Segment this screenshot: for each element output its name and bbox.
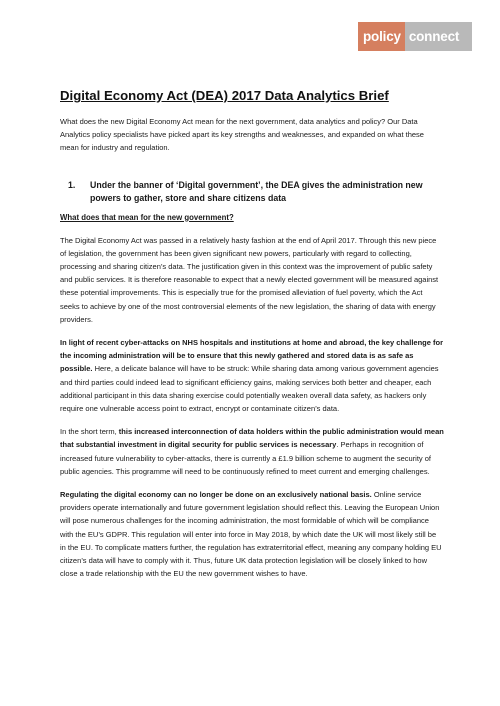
- document-title: Digital Economy Act (DEA) 2017 Data Analytics Brief: [60, 88, 389, 103]
- policy-connect-logo: [358, 22, 472, 51]
- logo-text-connect: connect: [405, 22, 472, 51]
- section-1-heading: [60, 179, 444, 205]
- section-subheading: What does that mean for the new government?: [60, 212, 234, 222]
- paragraph-3-text: . Perhaps in recognition of increased future vulnerability to cyber-attacks, there is currently a £1.9 billion scheme to augment the security of public agencies. This programme will need to be continuously refined to meet current and emerging challenges.: [60, 440, 432, 476]
- paragraph-4-bold: Regulating the digital economy can no longer be done on an exclusively national basis.: [60, 490, 372, 500]
- document-body: [60, 88, 444, 580]
- paragraph-4-text: Online service providers operate internationally and future government legislation should reflect this. Leaving the European Union will pose numerous challenges for the incoming administration, the most formidable of which will be compliance with the EU’s GDPR. This regulation will enter into force in May 2018, by which date the UK will most likely still be in the EU. To complicate matters further, the regulation has extraterritorial effect, meaning any company holding EU citizen’s data will have to comply with it. Thus, future UK data protection legislation will be closely linked to how close a trade relationship with the EU the new government wishes to have.: [60, 490, 442, 579]
- paragraph-4: [60, 488, 444, 580]
- paragraph-3: [60, 425, 444, 478]
- paragraph-2-bold: In light of recent cyber-attacks on NHS hospitals and institutions at home and abroad, the key challenge for the incoming administration will be to ensure that this newly gathered and stored data is as safe as possible.: [60, 338, 443, 374]
- paragraph-1: The Digital Economy Act was passed in a relatively hasty fashion at the end of April 2017. Through this new piece of legislation, the government has been given significant new powers, particularly with regard to collecting, processing and sharing citizen’s data. The justification given in this context was the improvement of public safety and public services. It is therefore reasonable to expect that a newly elected government will be measured against these potential improvements. This is especially true for the promised alleviation of fuel poverty, which the Act seeks to achieve by one of the most controversial elements of the new legislation, the sharing of data with energy providers.: [60, 235, 439, 324]
- paragraph-3-lead: In the short term,: [60, 427, 119, 437]
- intro-paragraph: What does the new Digital Economy Act mean for the next government, data analytics and policy? Our Data Analytics policy specialists have picked apart its key strengths and weaknesses, and expanded on what these mean for industry and regulation.: [60, 117, 424, 153]
- paragraph-2-text: Here, a delicate balance will have to be struck: While sharing data among various government agencies and third parties could indeed lead to significant efficiency gains, making services both better and cheaper, each additional participant in this data sharing exercise could potentially weaken overall data safety, as hackers only require one vulnerable access point to extract, encrypt or contaminate citizen’s data.: [60, 364, 439, 414]
- paragraph-2: [60, 336, 444, 415]
- paragraph-3-bold: this increased interconnection of data holders within the public administration would mean that substantial investment in digital security for public services is necessary: [60, 427, 444, 450]
- logo-text-policy: policy: [358, 22, 405, 51]
- section-number: 1.: [68, 179, 76, 190]
- section-heading-text: Under the banner of ‘Digital government’, the DEA gives the administration new powers to gather, store and share citizens data: [90, 179, 423, 203]
